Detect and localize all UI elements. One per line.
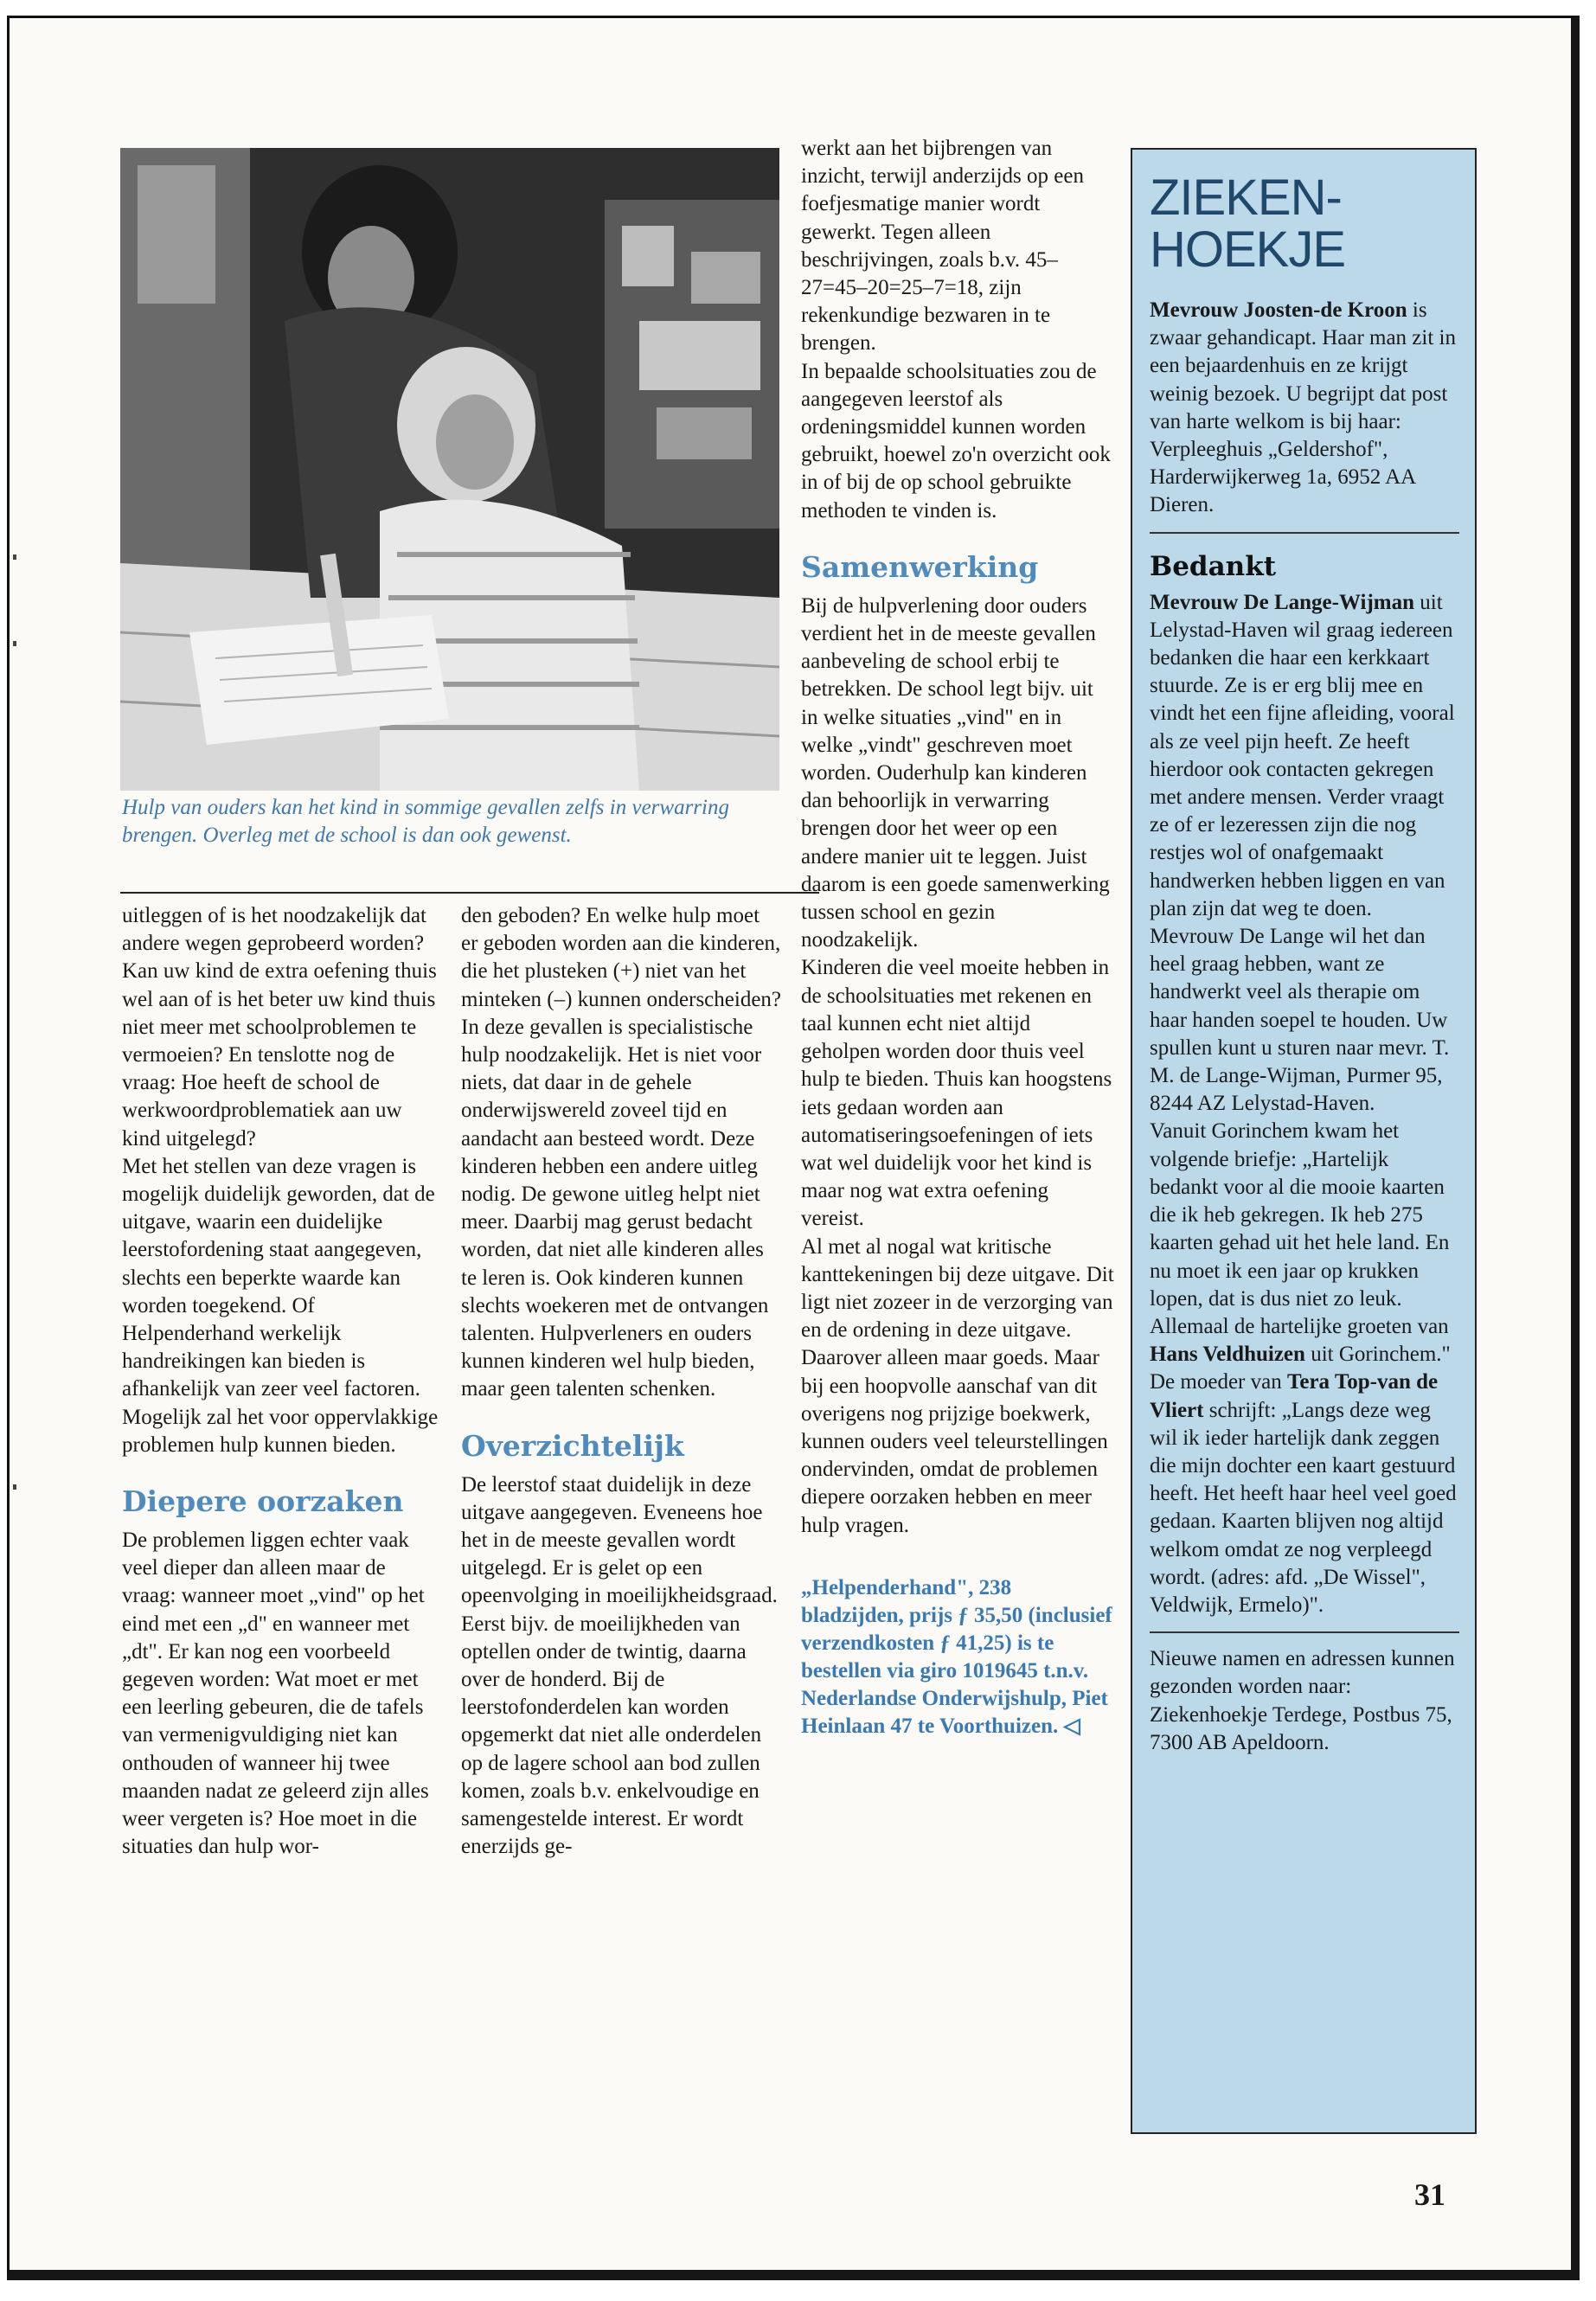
- person-name: Hans Veldhuizen: [1150, 1343, 1305, 1367]
- sidebar-text: De moeder van: [1150, 1370, 1287, 1394]
- section-heading-samenwerking: Samenwerking: [801, 549, 1039, 584]
- article-column-2: [461, 902, 781, 1862]
- ziekenhoekje-sidebar: [1131, 148, 1477, 2134]
- paragraph: uitleggen of is het noodzakelijk dat andere wegen geprobeerd worden? Kan uw kind de extra oefening thuis wel aan of is het beter uw kind thuis niet meer met schoolproblemen te vermoeien? En tenslotte nog de vraag: Hoe heeft de school de werkwoordproblematiek aan uw kind uitgelegd?: [122, 904, 437, 1150]
- caption-divider: [120, 892, 819, 894]
- sidebar-text: schrijft: „Langs deze weg wil ik ieder hartelijk dank zeggen die mijn dochter een kaart gestuurd heeft. Het heeft haar heel veel goed gedaan. Kaarten blijven nog altijd welkom omdat ze nog verpleegd wordt. (adres: afd. „De Wissel", Veldwijk, Ermelo)".: [1150, 1398, 1457, 1617]
- paragraph: Al met al nogal wat kritische kanttekeningen bij deze uitgave. Dit ligt niet zozeer in de verzorging van en de ordening in deze uitgave. Daarover alleen maar goeds. Maar bij een hoopvolle aanschaf van dit overigens nog prijzige boekwerk, kunnen ouders veel teleurstellingen ondervinden, omdat de problemen diepere oorzaken hebben en meer hulp vragen.: [801, 1234, 1114, 1537]
- paragraph: Met het stellen van deze vragen is mogelijk duidelijk geworden, dat de uitgave, waarin een duidelijke leerstofordening staat aangegeven, slechts een beperkte waarde kan worden toegekend. Of Helpenderhand werkelijk handreikingen kan bieden is afhankelijk van zeer veel factoren. Mogelijk zal het voor oppervlakkige problemen hulp kunnen bieden.: [122, 1154, 439, 1457]
- sidebar-item: [1150, 589, 1459, 1118]
- photo-illustration: [120, 148, 779, 791]
- scan-mark: [13, 554, 16, 560]
- person-name: Tera Top-van de Vliert: [1150, 1370, 1439, 1422]
- sidebar-title-line-1: ZIEKEN-: [1150, 170, 1342, 226]
- book-order-text: „Helpenderhand", 238 bladzijden, prijs ƒ 35,50 (inclusief verzendkosten ƒ 41,25) is te bestellen via giro 1019645 t.n.v. Nederlandse Onderwijshulp, Piet Heinlaan 47 te Voorthuizen.: [801, 1575, 1112, 1738]
- book-order-note: [801, 1574, 1114, 1740]
- paragraph: De problemen liggen echter vaak veel dieper dan alleen maar de vraag: wanneer moet „vind" op het eind met een „d" en wanneer met „dt". Er kan nog een voorbeeld gegeven worden: Wat moet er met een leerling gebeuren, die de tafels van vermenigvuldiging niet kan onthouden of wanneer hij twee maanden nadat ze geleerd zijn alles weer vergeten is? Hoe moet in die situaties dan hulp wor-: [122, 1529, 429, 1859]
- sidebar-item: [1150, 297, 1459, 520]
- section-heading-overzichtelijk: Overzichtelijk: [461, 1428, 684, 1463]
- paragraph: Kinderen die veel moeite hebben in de schoolsituaties met rekenen en taal kunnen echt niet altijd geholpen worden door thuis veel hulp te bieden. Thuis kan hoogstens iets gedaan worden aan automatiseringsoefeningen of iets wat wel duidelijk voor het kind is maar nog wat extra oefening vereist.: [801, 956, 1112, 1231]
- scan-mark: [13, 641, 16, 646]
- sidebar-item: [1150, 1368, 1459, 1619]
- paragraph: In bepaalde schoolsituaties zou de aangegeven leerstof als ordeningsmiddel kunnen worden gebruikt, hoewel zo'n overzicht ook in of bij de op school gebruikte methoden te vinden is.: [801, 359, 1111, 522]
- sidebar-text: uit Gorinchem.": [1304, 1343, 1451, 1367]
- sidebar-title-line-2: HOEKJE: [1150, 221, 1346, 278]
- photo-caption: Hulp van ouders kan het kind in sommige gevallen zelfs in verwarring brengen. Overleg met de school is dan ook gewenst.: [122, 796, 729, 847]
- sidebar-divider: [1150, 532, 1459, 534]
- end-mark-icon: ◁: [1063, 1714, 1080, 1738]
- section-heading-diepere-oorzaken: Diepere oorzaken: [122, 1484, 404, 1519]
- article-column-3: [801, 135, 1114, 1740]
- paragraph: In deze gevallen is specialistische hulp noodzakelijk. Het is niet voor niets, dat daar in de gehele onderwijswereld zoveel tijd en aandacht aan besteed wordt. Deze kinderen hebben een andere uitleg nodig. De gewone uitleg helpt niet meer. Daarbij mag gerust bedacht worden, dat niet alle kinderen alles te leren is. Ook kinderen kunnen slechts woekeren met de ontvangen talenten. Hulpverleners en ouders kunnen kinderen wel hulp bieden, maar geen talenten schenken.: [461, 1015, 769, 1401]
- article-column-1: [122, 902, 442, 1862]
- person-name: Mevrouw De Lange-Wijman: [1150, 590, 1414, 614]
- sidebar-title: [1150, 172, 1459, 276]
- sidebar-divider: [1150, 1631, 1459, 1633]
- paragraph: werkt aan het bijbrengen van inzicht, terwijl anderzijds op een foefjesmatige manier wordt gewerkt. Tegen alleen beschrijvingen, zoals b.v. 45–27=45–20=25–7=18, zijn rekenkundige bezwaren in te brengen.: [801, 137, 1084, 356]
- page-number: 31: [1414, 2177, 1445, 2212]
- person-name: Mevrouw Joosten-de Kroon: [1150, 298, 1407, 322]
- magazine-page: [7, 16, 1580, 2280]
- paragraph: den geboden? En welke hulp moet er geboden worden aan die kinderen, die het plusteken (+) niet van het minteken (–) kunnen onderscheiden?: [461, 904, 782, 1011]
- paragraph: De leerstof staat duidelijk in deze uitgave aangegeven. Eveneens hoe het in de meeste gevallen wordt uitgelegd. Er is gelet op een opeenvolging in moeilijkheidsgraad. Eerst bijv. de moeilijkheden van optellen onder de twintig, daarna over de honderd. Bij de leerstofonderdelen kan worden opgemerkt dat niet alle onderdelen op de lagere school aan bod zullen komen, zoals b.v. enkelvoudige en samengestelde interest. Er wordt enerzijds ge-: [461, 1472, 778, 1859]
- sidebar-text: is zwaar gehandicapt. Haar man zit in een bejaardenhuis en ze krijgt weinig bezoek. U begrijpt dat post van harte welkom is bij haar: Verpleeghuis „Geldershof", Harderwijkerweg 1a, 6952 AA Dieren.: [1150, 298, 1456, 517]
- sidebar-text: uit Lelystad-Haven wil graag iedereen bedanken die haar een kerkkaart stuurde. Ze is er erg blij mee en vindt het een fijne afleiding, vooral als ze veel pijn heeft. Ze heeft hierdoor ook contacten gekregen met andere mensen. Verder vraagt ze of er lezeressen zijn die nog restjes wol of onafgemaakt handwerken hebben liggen en van plan zijn dat weg te doen. Mevrouw De Lange wil het dan heel graag hebben, want ze handwerkt veel als therapie om haar handen soepel te houden. Uw spullen kunt u sturen naar mevr. T. M. de Lange-Wijman, Purmer 95, 8244 AZ Lelystad-Haven.: [1150, 590, 1455, 1116]
- scan-mark: [13, 1484, 16, 1490]
- paragraph: Bij de hulpverlening door ouders verdient het in de meeste gevallen aanbeveling de school erbij te betrekken. De school legt bijv. uit in welke situaties „vind" en in welke „vindt" geschreven moet worden. Ouderhulp kan kinderen dan behoorlijk in verwarring brengen door het weer op een andere manier uit te leggen. Juist daarom is een goede samenwerking tussen school en gezin noodzakelijk.: [801, 593, 1110, 952]
- sidebar-text: Vanuit Gorinchem kwam het volgende briefje: „Hartelijk bedankt voor al die mooie kaarten die ik heb gekregen. Ik heb 275 kaarten gehad uit het hele land. En nu moet ik een jaar op krukken lopen, dat is dus niet zo leuk. Allemaal de hartelijke groeten van: [1150, 1119, 1450, 1338]
- article-photo: [120, 148, 779, 791]
- sidebar-item: [1150, 1118, 1459, 1368]
- sidebar-heading-bedankt: Bedankt: [1150, 550, 1277, 582]
- sidebar-item: Nieuwe namen en adressen kunnen gezonden worden naar: Ziekenhoekje Terdege, Postbus 75, 7300 AB Apeldoorn.: [1150, 1647, 1455, 1754]
